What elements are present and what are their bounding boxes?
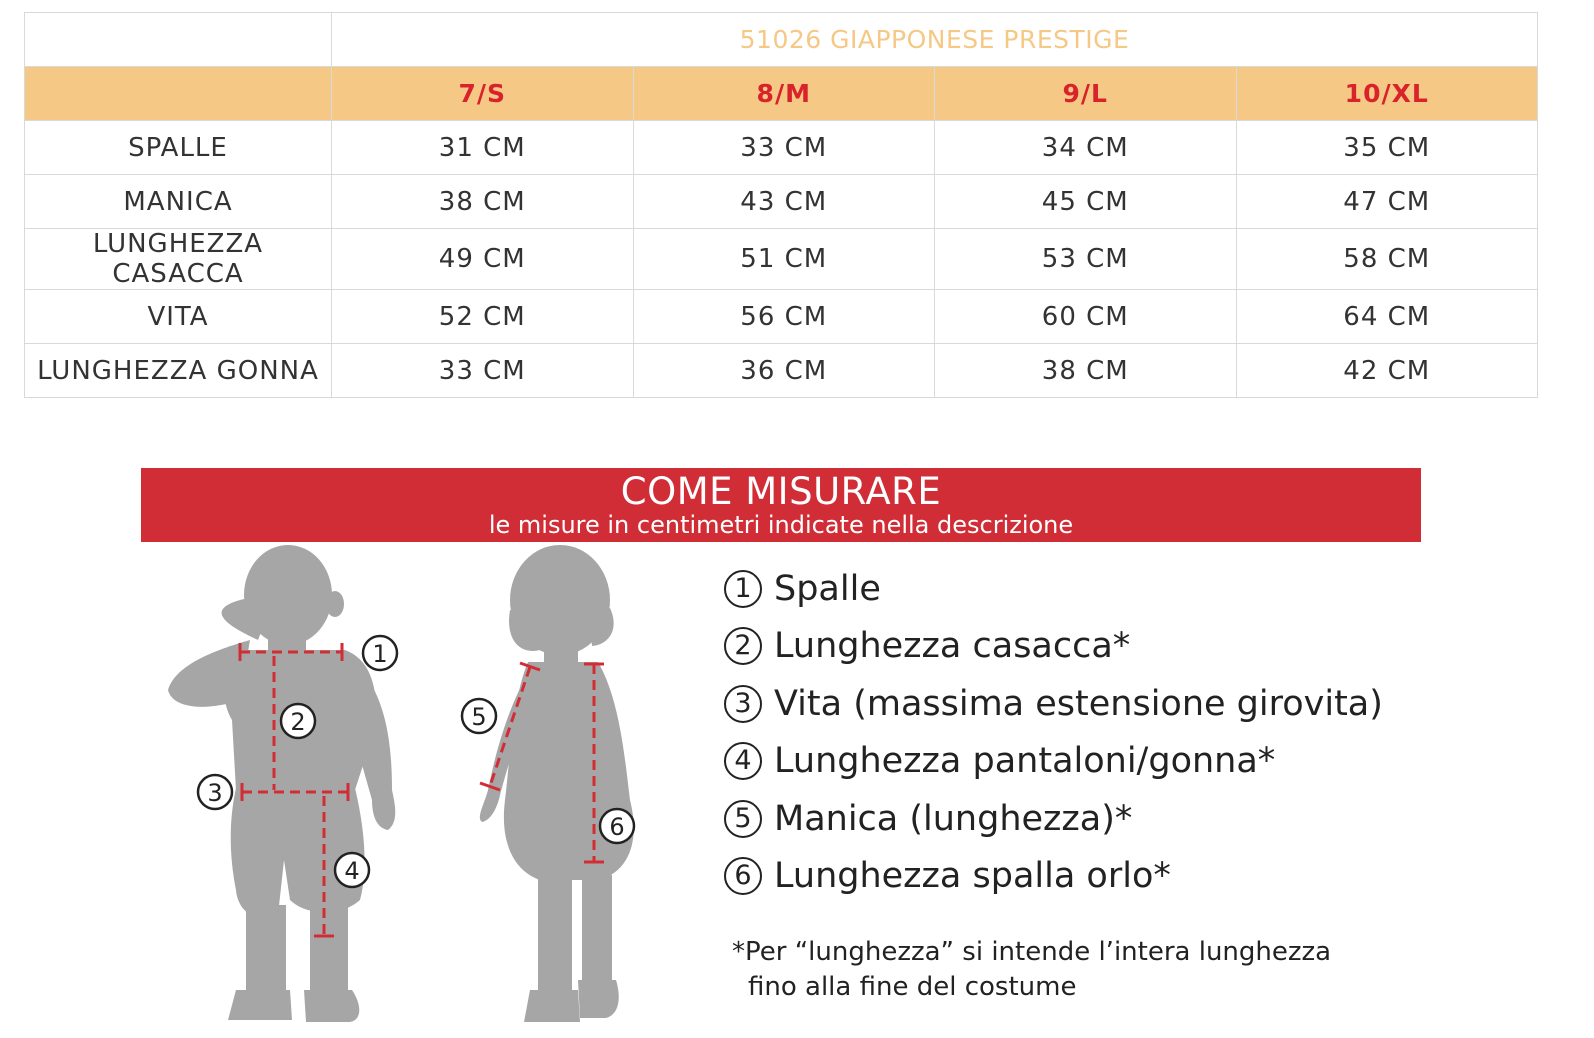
empty-size-corner-cell [25, 67, 332, 121]
table-cell: 33 CM [332, 344, 634, 398]
legend-text: Lunghezza spalla orlo* [774, 856, 1171, 897]
table-cell: 56 CM [633, 290, 935, 344]
table-cell: 35 CM [1236, 121, 1538, 175]
table-cell: 42 CM [1236, 344, 1538, 398]
row-label: MANICA [25, 175, 332, 229]
table-cell: 49 CM [332, 229, 634, 290]
marker-5-text: 5 [471, 703, 487, 731]
legend-item [724, 560, 1444, 618]
legend-text: Manica (lunghezza)* [774, 798, 1133, 839]
size-header-cell: 10/XL [1236, 67, 1538, 121]
row-label: VITA [25, 290, 332, 344]
legend-number: 6 [724, 857, 762, 895]
banner-title: COME MISURARE [620, 470, 942, 513]
legend-text: Lunghezza pantaloni/gonna* [774, 741, 1276, 782]
table-cell: 34 CM [935, 121, 1237, 175]
table-row [25, 175, 1538, 229]
legend-item [724, 618, 1444, 676]
marker-6 [600, 809, 634, 843]
title-row [25, 13, 1538, 67]
size-header-cell: 9/L [935, 67, 1237, 121]
table-cell: 33 CM [633, 121, 935, 175]
girl-silhouette [480, 545, 634, 1022]
table-row [25, 121, 1538, 175]
row-label: SPALLE [25, 121, 332, 175]
size-header-cell: 7/S [332, 67, 634, 121]
product-title: 51026 GIAPPONESE PRESTIGE [332, 13, 1538, 67]
marker-2 [281, 704, 315, 738]
row-label: LUNGHEZZA CASACCA [25, 229, 332, 290]
legend-item [724, 790, 1444, 848]
legend-text: Spalle [774, 568, 881, 609]
table-cell: 43 CM [633, 175, 935, 229]
table-row [25, 290, 1538, 344]
banner-subtitle: le misure in centimetri indicate nella descrizione [488, 511, 1074, 539]
legend-number: 1 [724, 570, 762, 608]
guide-banner [141, 468, 1421, 542]
table-cell: 38 CM [935, 344, 1237, 398]
marker-4-text: 4 [344, 857, 360, 885]
legend-text: Vita (massima estensione girovita) [774, 683, 1383, 724]
measure-legend [724, 560, 1444, 905]
legend-number: 2 [724, 627, 762, 665]
footnote-line-2: fino alla fine del costume [748, 972, 1077, 1002]
legend-number: 4 [724, 742, 762, 780]
table-row [25, 229, 1538, 290]
row-label: LUNGHEZZA GONNA [25, 344, 332, 398]
length-footnote [732, 935, 1452, 1005]
legend-text: Lunghezza casacca* [774, 626, 1131, 667]
legend-item [724, 733, 1444, 791]
marker-3-text: 3 [207, 779, 223, 807]
table-cell: 52 CM [332, 290, 634, 344]
marker-1 [363, 636, 397, 670]
marker-5 [462, 699, 496, 733]
legend-number: 5 [724, 800, 762, 838]
measurement-figures [141, 545, 701, 1038]
marker-1-text: 1 [372, 640, 388, 668]
table-cell: 38 CM [332, 175, 634, 229]
legend-item [724, 675, 1444, 733]
legend-item [724, 848, 1444, 906]
table-row [25, 344, 1538, 398]
empty-corner-cell [25, 13, 332, 67]
table-cell: 31 CM [332, 121, 634, 175]
marker-4 [335, 853, 369, 887]
table-cell: 45 CM [935, 175, 1237, 229]
size-table [24, 12, 1538, 398]
footnote-line-1: *Per “lunghezza” si intende l’intera lunghezza [732, 937, 1332, 967]
size-header-cell: 8/M [633, 67, 935, 121]
table-cell: 53 CM [935, 229, 1237, 290]
legend-number: 3 [724, 685, 762, 723]
table-cell: 47 CM [1236, 175, 1538, 229]
table-cell: 58 CM [1236, 229, 1538, 290]
marker-2-text: 2 [290, 708, 306, 736]
marker-6-text: 6 [609, 813, 625, 841]
marker-3 [198, 775, 232, 809]
size-header-row [25, 67, 1538, 121]
table-cell: 60 CM [935, 290, 1237, 344]
table-cell: 51 CM [633, 229, 935, 290]
table-cell: 36 CM [633, 344, 935, 398]
table-cell: 64 CM [1236, 290, 1538, 344]
